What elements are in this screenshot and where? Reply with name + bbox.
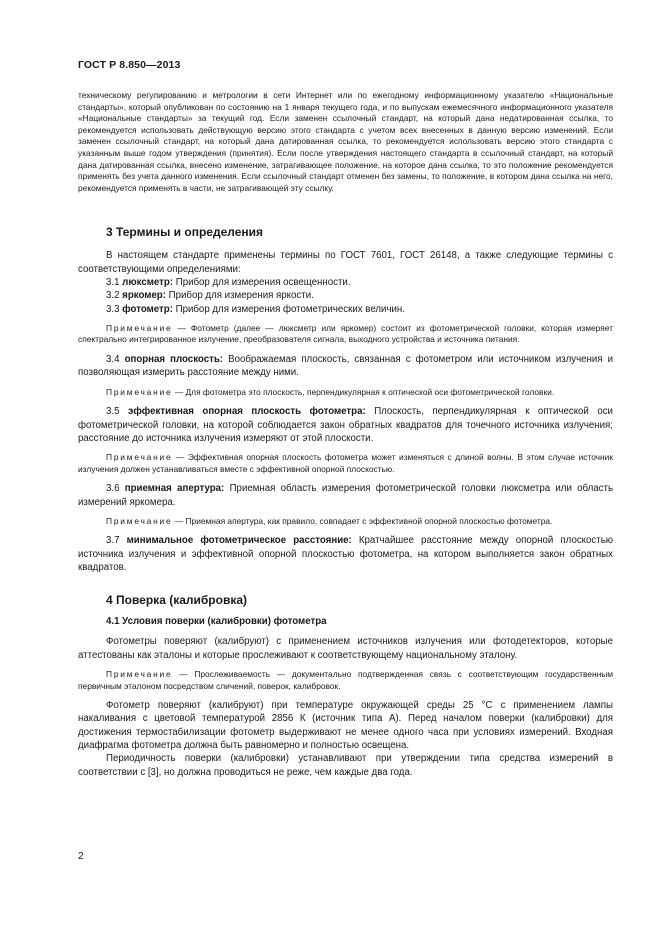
section-4-title: 4 Поверка (калибровка) [106,593,247,608]
note-label: Примечание [106,668,173,679]
note-label: Примечание [106,452,173,463]
note-3-3: Примечание — Фотометр (далее — люксметр или яркомер) состоит из фотометрической головки, которая измеряет спектрально интегрированное излучение, преобразователя сигнала, выходного устройства и источника питания. [78,322,613,345]
term-3-7-name: минимальное фотометрическое расстояние: [126,535,352,547]
term-3-4-name: опорная плоскость: [124,354,224,366]
section-4-paragraph-1: Фотометры поверяют (калибруют) с применением источников излучения или фотодетекторов, которые аттестованы как эталоны и которые прослеживают к соответствующему национальному эталону. [78,636,613,661]
term-3-2-name: яркомер: [122,290,166,302]
note-3-4: Примечание — Для фотометра это плоскость, перпендикулярная к оптической оси фотометрической головки. [106,386,555,397]
section-3-title: 3 Термины и определения [106,225,264,240]
page-content [78,90,613,779]
note-3-6: Примечание — Приемная апертура, как правило, совпадает с эффективной опорной плоскостью фотометра. [106,515,553,526]
page-number: 2 [78,851,84,862]
intro-paragraph: техническому регулированию и метрологии в сети Интернет или по ежегодному информационному указателю «Национальные стандарты», который опубликован по состоянию на 1 января текущего года, и по выпускам ежемесячного информационного указателя «Национальные стандарты» за текущий год. Если заменен ссылочный стандарт, на который дана недатированная ссылка, то рекомендуется использовать действующую версию этого стандарта с учетом всех внесенных в данную версию изменений. Если заменен ссылочный стандарт, на который дана датированная ссылка, то рекомендуется использовать версию этого стандарта с указанным выше годом утверждения (принятия). Если после утверждения настоящего стандарта в ссылочный стандарт, на который дана датированная ссылка, внесено изменение, затрагивающее положение, на которое дана ссылка, то это положение рекомендуется применять без учета данного изменения. Если ссылочный стандарт отменен без замены, то положение, в котором дана ссылка на него, рекомендуется применять в части, не затрагивающей эту ссылку. [78,90,613,193]
note-label: Примечание [106,386,173,397]
term-3-5-name: эффективная опорная плоскость фотометра: [127,406,366,418]
section-4-paragraph-3: Периодичность поверки (калибровки) устанавливают при утверждении типа средства измерений в соответствии с [3], но должна проводиться не реже, чем каждые два года. [78,753,613,778]
term-3-5: 3.5 эффективная опорная плоскость фотометра: Плоскость, перпендикулярная к оптической оси фотометрической головки, на которой соблюдается закон обратных квадратов для точечного источника излучения; расстояние до источника излучения измеряют от этой плоскости. [78,406,613,444]
term-3-1: 3.1 люксметр: Прибор для измерения освещенности. [106,276,351,288]
document-code-header: ГОСТ Р 8.850—2013 [78,59,181,71]
note-4-1: Примечание — Прослеживаемость — документально подтвержденная связь с соответствующим государственным первичным эталоном посредством сличений, поверок, калибровок. [78,668,614,691]
term-3-6: 3.6 приемная апертура: Приемная область измерения фотометрической головки люксметра или область измерений яркомера. [78,483,614,508]
note-label: Примечание [106,515,173,526]
section-3-intro: В настоящем стандарте применены термины по ГОСТ 7601, ГОСТ 26148, а также следующие термины с соответствующими определениями: [78,250,613,275]
term-3-3: 3.3 фотометр: Прибор для измерения фотометрических величин. [106,303,405,315]
term-3-4: 3.4 опорная плоскость: Воображаемая плоскость, связанная с фотометром или источником излучения и позволяющая измерить расстояние между ними. [78,354,613,379]
subsection-4-1-title: 4.1 Условия поверки (калибровки) фотометра [106,616,327,628]
term-3-7: 3.7 минимальное фотометрическое расстояние: Кратчайшее расстояние между опорной плоскостью источника излучения и эффективной опорной плоскостью фотометра, на котором выполняется закон обратных квадратов. [78,535,614,574]
term-3-1-name: люксметр: [122,276,174,288]
term-3-2: 3.2 яркомер: Прибор для измерения яркости. [106,290,314,302]
term-3-6-name: приемная апертура: [124,483,225,495]
note-3-5: Примечание — Эффективная опорная плоскость фотометра может изменяться с длиной волны. В этом случае источник излучения должен устанавливаться вместе с эффективной опорной плоскостью. [78,452,613,474]
section-4-paragraph-2: Фотометр поверяют (калибруют) при температуре окружающей среды 25 °C с применением лампы накаливания с цветовой температурой 2856 К (источник типа А). Перед началом поверки (калибровки) для достижения термостабилизации фотометр выдерживают не менее одного часа при условиях измерений. Входная диафрагма фотометра должна быть равномерно и полностью освещена. [78,700,613,752]
term-3-3-name: фотометр: [122,303,173,315]
note-label: Примечание [106,322,173,333]
